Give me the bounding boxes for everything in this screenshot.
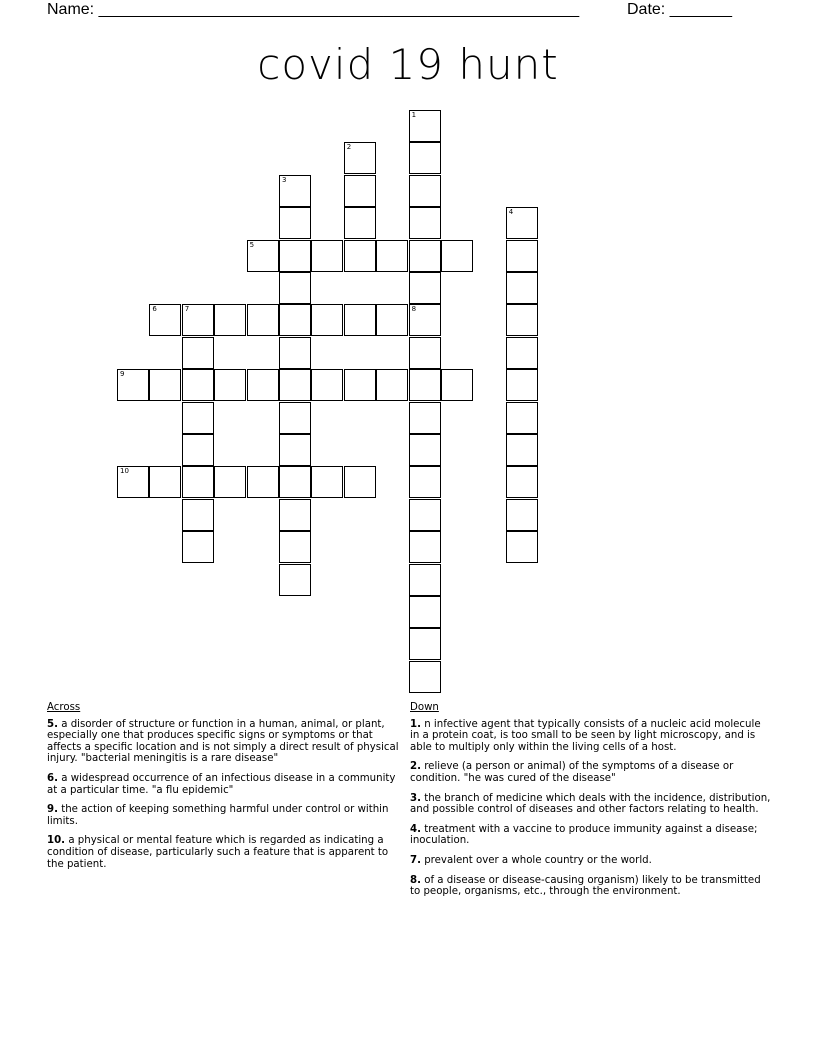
down-clue-1	[410, 719, 772, 754]
grid-cell[interactable]	[506, 337, 538, 369]
grid-cell[interactable]	[344, 304, 376, 336]
across-heading: Across	[47, 702, 81, 713]
clue-number: 7.	[410, 854, 421, 866]
clue-number: 4.	[410, 823, 421, 835]
grid-cell[interactable]	[376, 304, 408, 336]
grid-cell[interactable]	[182, 402, 214, 434]
grid-cell[interactable]	[149, 466, 181, 498]
grid-cell[interactable]	[117, 466, 149, 498]
grid-cell[interactable]	[409, 564, 441, 596]
clue-number-label: 6	[152, 305, 157, 314]
grid-cell[interactable]	[214, 304, 246, 336]
clue-number-label: 8	[411, 305, 417, 314]
grid-cell[interactable]	[376, 369, 408, 401]
clue-number-label: 10	[120, 467, 129, 476]
grid-cell[interactable]	[182, 531, 214, 563]
clue-number-label: 2	[346, 143, 352, 152]
across-clue-10	[47, 835, 402, 870]
clue-number-label: 9	[120, 370, 125, 379]
clue-number: 2.	[410, 761, 421, 773]
grid-cell[interactable]	[247, 240, 279, 272]
down-clues	[410, 702, 772, 906]
grid-cell[interactable]	[344, 175, 376, 207]
down-clue-7	[410, 855, 772, 867]
down-clue-8	[410, 875, 772, 898]
clue-number: 9.	[47, 804, 58, 816]
clue-text: treatment with a vaccine to produce immunity against a disease; inoculation.	[410, 823, 758, 847]
across-clue-6	[47, 773, 402, 796]
down-heading: Down	[410, 702, 439, 713]
grid-cell[interactable]	[279, 434, 311, 466]
grid-cell[interactable]	[409, 661, 441, 693]
clue-number: 10.	[47, 835, 66, 847]
grid-cell[interactable]	[182, 499, 214, 531]
clue-number-label: 5	[249, 240, 255, 249]
clue-text: a disorder of structure or function in a human, animal, or plant, especially one that produces specific signs or symptoms or that affects a specific location and is not simply a direct result of physical injury. "bacterial meningitis is a rare disease"	[47, 718, 399, 765]
clue-number: 5.	[47, 718, 58, 730]
grid-cell[interactable]	[182, 466, 214, 498]
clue-text: a physical or mental feature which is regarded as indicating a condition of disease, particularly such a feature that is apparent to the patient.	[47, 835, 389, 870]
grid-cell[interactable]	[279, 272, 311, 304]
clue-text: the branch of medicine which deals with the incidence, distribution, and possible control of diseases and other factors relating to health.	[410, 792, 771, 816]
grid-cell[interactable]	[376, 240, 408, 272]
grid-cell[interactable]	[182, 304, 214, 336]
clue-number-label: 4	[508, 208, 514, 217]
clue-number-label: 3	[282, 175, 287, 184]
grid-cell[interactable]	[279, 304, 311, 336]
grid-cell[interactable]	[409, 207, 441, 239]
grid-cell[interactable]	[409, 628, 441, 660]
across-clue-5	[47, 719, 402, 765]
grid-cell[interactable]	[409, 142, 441, 174]
clue-text: relieve (a person or animal) of the symptoms of a disease or condition. "he was cured of the disease"	[410, 761, 734, 784]
grid-cell[interactable]	[279, 207, 311, 239]
grid-cell[interactable]	[311, 240, 343, 272]
grid-cell[interactable]	[409, 499, 441, 531]
grid-cell[interactable]	[409, 337, 441, 369]
grid-cell[interactable]	[279, 564, 311, 596]
clue-number-label: 1	[411, 111, 417, 119]
grid-cell[interactable]	[506, 434, 538, 466]
grid-cell[interactable]	[441, 369, 473, 401]
grid-cell[interactable]	[506, 499, 538, 531]
grid-cell[interactable]	[214, 466, 246, 498]
puzzle-title: covid 19 hunt	[257, 40, 559, 89]
grid-cell[interactable]	[279, 369, 311, 401]
grid-cell[interactable]	[214, 369, 246, 401]
grid-cell[interactable]	[247, 369, 279, 401]
across-clues	[47, 702, 402, 878]
grid-cell[interactable]	[344, 240, 376, 272]
grid-cell[interactable]	[409, 304, 441, 336]
clue-number: 1.	[410, 718, 421, 730]
grid-cell[interactable]	[279, 466, 311, 498]
down-clue-2	[410, 761, 772, 784]
grid-cell[interactable]	[409, 240, 441, 272]
grid-cell[interactable]	[409, 596, 441, 628]
clue-text: of a disease or disease-causing organism) likely to be transmitted to people, organisms, etc., through the environment.	[410, 874, 761, 898]
grid-cell[interactable]	[247, 304, 279, 336]
clue-text: n infective agent that typically consists of a nucleic acid molecule in a protein coat, is too small to be seen by light microscopy, and is able to multiply only within the living cells of a host.	[410, 718, 761, 753]
clue-number: 8.	[410, 874, 421, 886]
grid-cell[interactable]	[117, 369, 149, 401]
date-field-label: Date: _______	[627, 1, 732, 18]
grid-cell[interactable]	[311, 369, 343, 401]
across-clue-9	[47, 804, 402, 827]
down-clue-3	[410, 793, 772, 816]
clue-text: the action of keeping something harmful under control or within limits.	[47, 804, 389, 827]
grid-cell[interactable]	[344, 466, 376, 498]
name-field-label: Name: ______________________________________________________	[47, 1, 580, 18]
grid-cell[interactable]	[506, 207, 538, 239]
grid-cell[interactable]	[311, 304, 343, 336]
grid-cell[interactable]	[311, 466, 343, 498]
grid-cell[interactable]	[149, 304, 181, 336]
grid-cell[interactable]	[344, 369, 376, 401]
grid-cell[interactable]	[279, 499, 311, 531]
grid-cell[interactable]	[506, 304, 538, 336]
clue-text: prevalent over a whole country or the world.	[424, 854, 652, 866]
grid-cell[interactable]	[506, 272, 538, 304]
grid-cell[interactable]	[409, 402, 441, 434]
grid-cell[interactable]	[409, 466, 441, 498]
grid-cell[interactable]	[409, 369, 441, 401]
grid-cell[interactable]	[506, 466, 538, 498]
grid-cell[interactable]	[409, 110, 441, 142]
grid-cell[interactable]	[344, 142, 376, 174]
grid-cell[interactable]	[409, 175, 441, 207]
grid-cell[interactable]	[279, 531, 311, 563]
grid-cell[interactable]	[506, 531, 538, 563]
grid-cell[interactable]	[279, 337, 311, 369]
grid-cell[interactable]	[344, 207, 376, 239]
grid-cell[interactable]	[149, 369, 181, 401]
clue-number: 6.	[47, 772, 58, 784]
grid-cell[interactable]	[279, 175, 311, 207]
clue-number: 3.	[410, 792, 421, 804]
grid-cell[interactable]	[506, 369, 538, 401]
grid-cell[interactable]	[409, 434, 441, 466]
grid-cell[interactable]	[506, 240, 538, 272]
grid-cell[interactable]	[247, 466, 279, 498]
grid-cell[interactable]	[279, 240, 311, 272]
grid-cell[interactable]	[182, 434, 214, 466]
down-clue-4	[410, 824, 772, 847]
grid-cell[interactable]	[441, 240, 473, 272]
grid-cell[interactable]	[182, 369, 214, 401]
grid-cell[interactable]	[279, 402, 311, 434]
clue-number-label: 7	[184, 305, 190, 314]
grid-cell[interactable]	[506, 402, 538, 434]
grid-cell[interactable]	[409, 272, 441, 304]
clue-text: a widespread occurrence of an infectious disease in a community at a particular time. "a flu epidemic"	[47, 772, 396, 796]
grid-cell[interactable]	[409, 531, 441, 563]
grid-cell[interactable]	[182, 337, 214, 369]
